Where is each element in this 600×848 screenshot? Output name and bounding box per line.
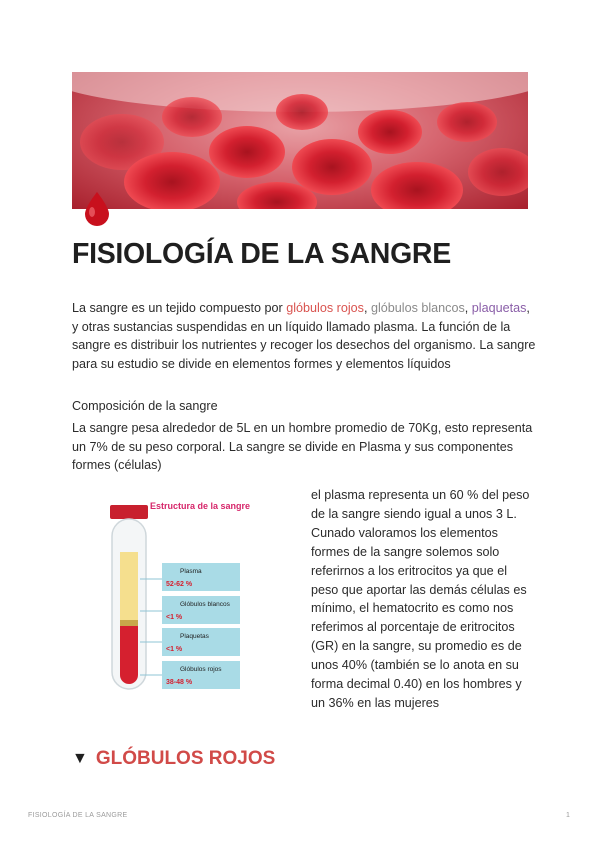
label-globulos-blancos-name: Glóbulos blancos	[180, 601, 230, 608]
intro-paragraph	[72, 299, 536, 373]
link-globulos-rojos[interactable]: glóbulos rojos	[286, 301, 364, 315]
label-plaquetas-name: Plaquetas	[180, 633, 209, 640]
link-plaquetas[interactable]: plaquetas	[471, 301, 527, 315]
intro-comma-2: ,	[464, 301, 472, 315]
link-globulos-blancos[interactable]: glóbulos blancos	[370, 301, 465, 315]
tube-cap	[110, 505, 148, 519]
label-plasma-value: 52-62 %	[166, 581, 193, 588]
intro-text-part2: , y otras sustancias suspendidas en un líquido llamado plasma. La función de la sangre es distribuir los nutrientes y recoger los desechos del organismo. La sangre para su estudio se divide en elementos formes y elementos líquidos	[72, 301, 536, 371]
label-plasma-name: Plasma	[180, 568, 202, 575]
label-globulos-rojos-name: Glóbulos rojos	[180, 666, 222, 673]
page-title: FISIOLOGÍA DE LA SANGRE	[72, 238, 451, 270]
peso-paragraph: La sangre pesa alrededor de 5L en un hombre promedio de 70Kg, esto representa un 7% de su peso corporal. La sangre se divide en Plasma y sus componentes formes (células)	[72, 421, 533, 472]
blood-structure-figure	[100, 495, 260, 700]
page-number: 1	[566, 812, 570, 819]
plasma-paragraph: el plasma representa un 60 % del peso de la sangre siendo igual a unos 3 L. Cunado valoramos los elementos formes de la sangre solemos solo referirnos a los eritrocitos ya que el peso que aportar las demás células es mínimo, el hematocrito es como nos referimos al porcentaje de eritrocitos (GR) en la sangre, su promedio es de unos 40% (también se lo anota en su forma decimal 0.40) en los hombres y un 36% en las mujeres	[311, 488, 530, 710]
label-globulos-rojos-value: 38-48 %	[166, 679, 193, 686]
section-heading: GLÓBULOS ROJOS	[95, 748, 276, 769]
triangle-down-icon[interactable]: ▼	[72, 750, 88, 767]
label-globulos-blancos-value: <1 %	[166, 614, 183, 621]
figure-title: Estructura de la sangre	[150, 501, 251, 511]
section-toggle-globulos-rojos[interactable]	[72, 748, 275, 770]
composicion-heading: Composición de la sangre	[72, 399, 218, 413]
intro-text-part1: La sangre es un tejido compuesto por	[72, 301, 287, 315]
footer-title: FISIOLOGÍA DE LA SANGRE	[28, 812, 128, 819]
label-plaquetas-value: <1 %	[166, 646, 183, 653]
cover-image	[72, 72, 528, 209]
blood-drop-icon	[82, 190, 112, 226]
intro-comma-1: ,	[363, 301, 371, 315]
